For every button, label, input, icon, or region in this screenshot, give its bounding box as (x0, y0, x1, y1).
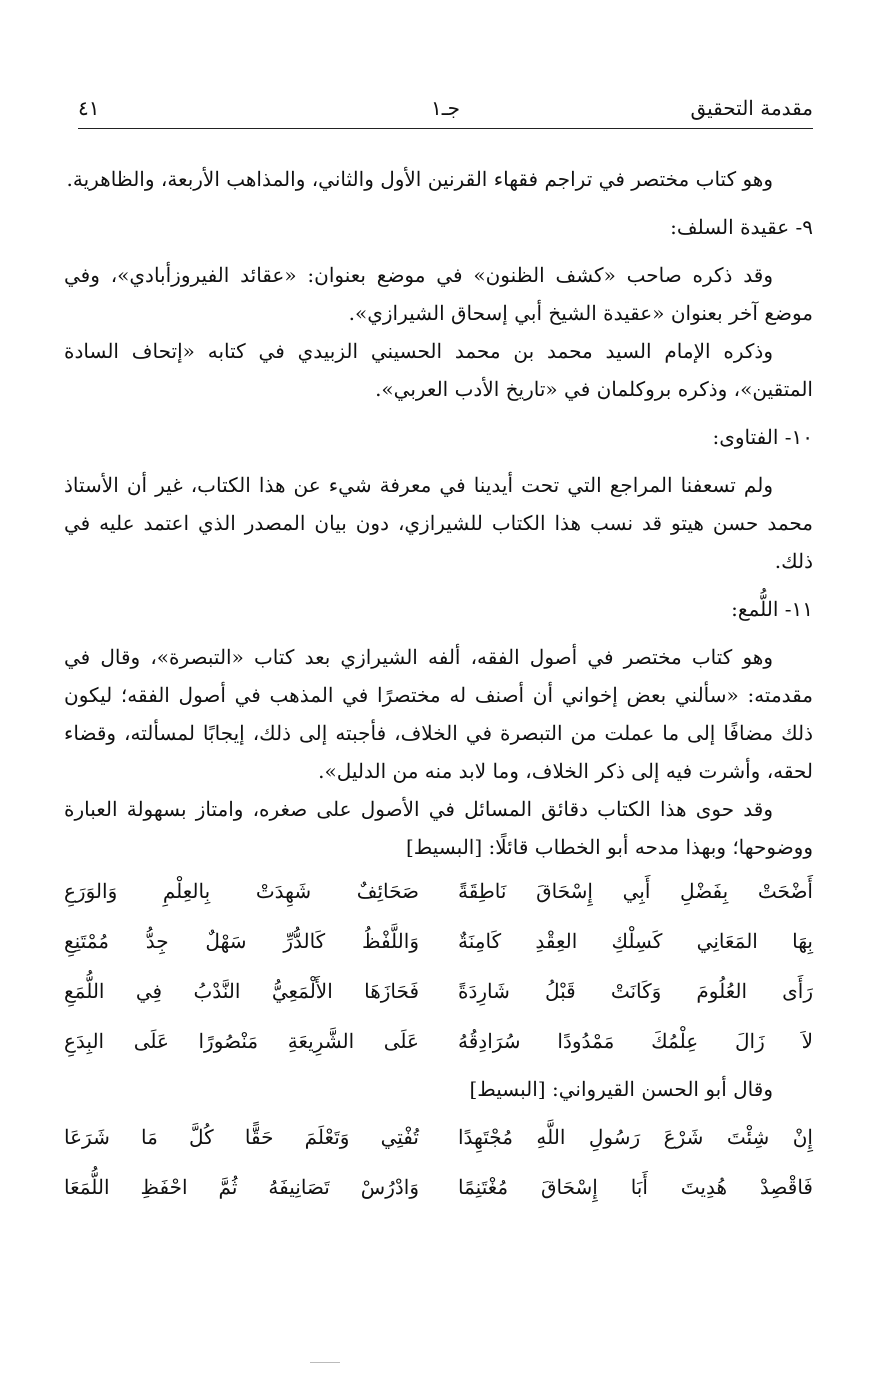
verse-first-hemistich: رَأَى العُلُومَ وَكَانَتْ قَبْلُ شَارِدَةً (458, 979, 813, 1003)
poem-qayrawani (64, 1112, 813, 1212)
paragraph-aqidah-1: وقد ذكره صاحب «كشف الظنون» في موضع بعنوان: «عقائد الفيروزأبادي»، وفي موضع آخر بعنوان «عقيدة الشيخ أبي إسحاق الشيرازي». (64, 263, 813, 325)
paragraph-luma-2: وقد حوى هذا الكتاب دقائق المسائل في الأصول على صغره، وامتاز بسهولة العبارة ووضوحها؛ وبهذا مدحه أبو الخطاب قائلًا: [البسيط] (64, 797, 813, 859)
verse-second-hemistich: تُفْتِي وَتَعْلَمَ حَقًّا كُلَّ مَا شَرَعَا (64, 1125, 419, 1149)
page-body (64, 160, 813, 1212)
running-header (78, 88, 813, 129)
verse-first-hemistich: فَاقْصِدْ هُدِيتَ أَبَا إِسْحَاقَ مُغْتَنِمًا (458, 1175, 813, 1199)
section-heading-fatawa: ١٠- الفتاوى: (712, 425, 813, 449)
verse-second-hemistich: وَادْرُسْ تَصَانِيفَهُ ثُمَّ احْفَظِ اللُّمَعَا (64, 1175, 419, 1199)
verse-line (64, 916, 813, 966)
verse-line (64, 866, 813, 916)
verse-first-hemistich: أَضْحَتْ بِفَضْلِ أَبِي إِسْحَاقَ نَاطِقَةً (458, 879, 813, 903)
verse-first-hemistich: بِهَا المَعَانِي كَسِلْكِ العِقْدِ كَامِنَةٌ (458, 929, 813, 953)
paragraph-aqidah-2: وذكره الإمام السيد محمد بن محمد الحسيني الزبيدي في كتابه «إتحاف السادة المتقين»، وذكره بروكلمان في «تاريخ الأدب العربي». (64, 339, 813, 401)
paragraph-tabaqat: وهو كتاب مختصر في تراجم فقهاء القرنين الأول والثاني، والمذاهب الأربعة، والظاهرية. (66, 167, 773, 191)
header-volume: جـ١ (431, 96, 460, 120)
verse-first-hemistich: لاَ زَالَ عِلْمُكَ مَمْدُودًا سُرَادِقُهُ (458, 1029, 813, 1053)
page-number: ٤١ (78, 96, 100, 120)
verse-second-hemistich: صَحَائِفٌ شَهِدَتْ بِالعِلْمِ وَالوَرَعِ (64, 879, 419, 903)
section-heading-luma: ١١- اللُّمع: (731, 597, 813, 621)
verse-second-hemistich: عَلَى الشَّرِيعَةِ مَنْصُورًا عَلَى البِدَعِ (64, 1029, 419, 1053)
paragraph-fatawa: ولم تسعفنا المراجع التي تحت أيدينا في معرفة شيء عن هذا الكتاب، غير أن الأستاذ محمد حسن هيتو قد نسب هذا الكتاب للشيرازي، دون بيان المصدر الذي اعتمد عليه في ذلك. (64, 473, 813, 573)
paragraph-luma-1: وهو كتاب مختصر في أصول الفقه، ألفه الشيرازي بعد كتاب «التبصرة»، وقال في مقدمته: «سألني بعض إخواني أن أصنف له مختصرًا في المذهب في أصول الفقه؛ ليكون ذلك مضافًا إلى ما عملت من التبصرة في الخلاف، فأجبته إلى ذلك، إيجابًا لمسألته، وقضاء لحقه، وأشرت فيه إلى ذكر الخلاف، وما لابد منه من الدليل». (64, 645, 813, 783)
poem-intro-qayrawani: وقال أبو الحسن القيرواني: [البسيط] (469, 1077, 773, 1101)
verse-line (64, 1016, 813, 1066)
poem-abu-al-khattab (64, 866, 813, 1066)
verse-second-hemistich: وَاللَّفْظُ كَالدُّرِّ سَهْلٌ جِدُّ مُمْتَنِعِ (64, 929, 419, 953)
header-title: مقدمة التحقيق (690, 96, 813, 120)
verse-line (64, 1162, 813, 1212)
scan-mark (310, 1362, 340, 1363)
verse-line (64, 1112, 813, 1162)
verse-first-hemistich: إِنْ شِئْتَ شَرْعَ رَسُولِ اللَّهِ مُجْتَهِدًا (458, 1125, 813, 1149)
verse-second-hemistich: فَحَازَهَا الأَلْمَعِيُّ النَّدْبُ فِي اللُّمَعِ (64, 979, 419, 1003)
verse-line (64, 966, 813, 1016)
section-heading-aqidat-al-salaf: ٩- عقيدة السلف: (670, 215, 813, 239)
